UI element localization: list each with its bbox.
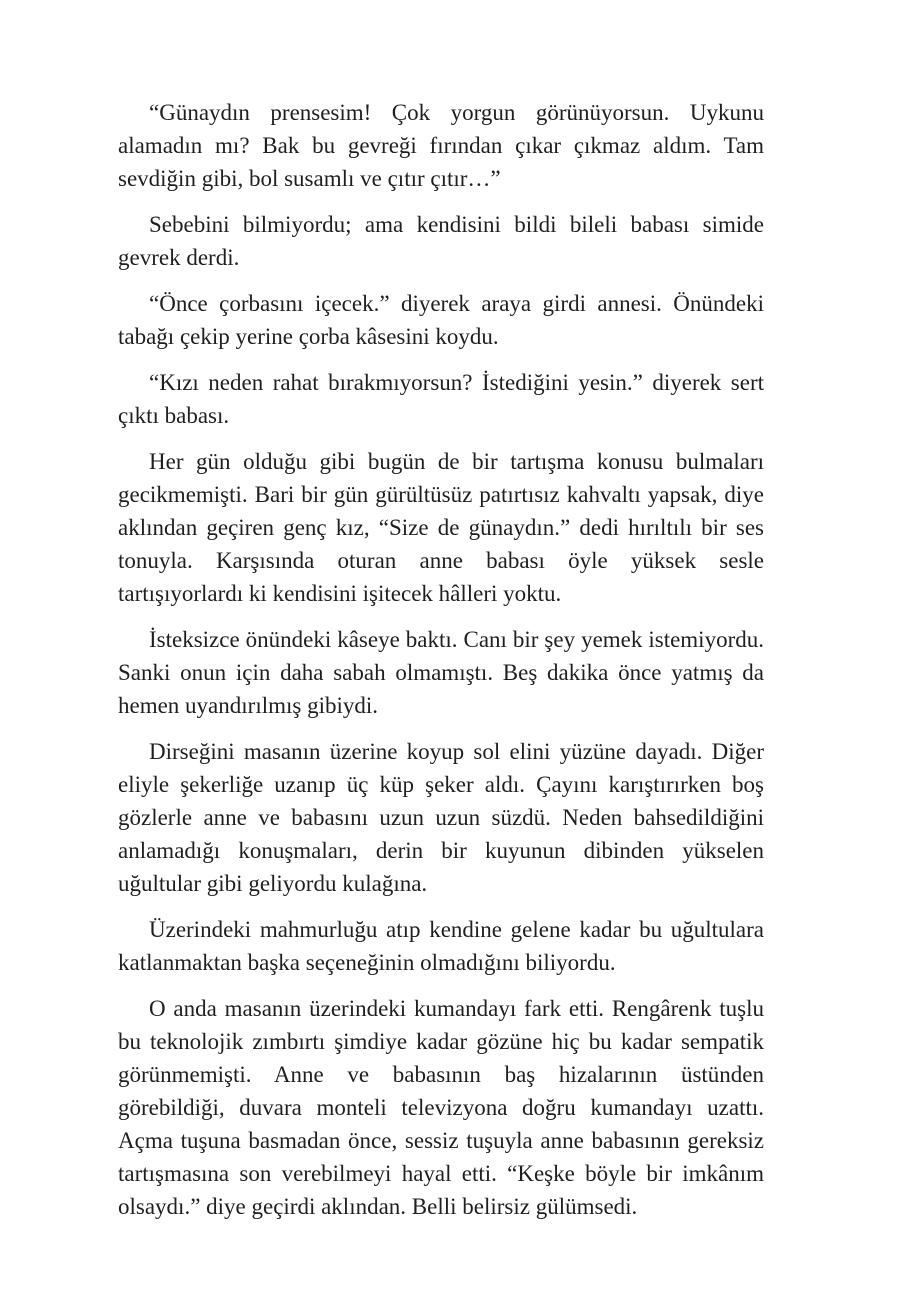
paragraph: “Günaydın prensesim! Çok yorgun görünüyorsun. Uykunu alamadın mı? Bak bu gevreği fırından çıkar çıkmaz aldım. Tam sevdiğin gibi, bol susamlı ve çıtır çıtır…” (118, 100, 764, 191)
paragraph: Her gün olduğu gibi bugün de bir tartışma konusu bulmaları gecikmemişti. Bari bir gün gürültüsüz patırtısız kahvaltı yapsak, diye aklından geçiren genç kız, “Size de günaydın.” dedi hırıltılı bir ses tonuyla. Karşısında oturan anne babası öyle yüksek sesle tartışıyorlardı ki kendisini işitecek hâlleri yoktu. (118, 449, 764, 606)
paragraph: “Önce çorbasını içecek.” diyerek araya girdi annesi. Önündeki tabağı çekip yerine çorba kâsesini koydu. (118, 291, 764, 349)
paragraph: “Kızı neden rahat bırakmıyorsun? İstediğini yesin.” diyerek sert çıktı babası. (118, 370, 764, 428)
paragraph: O anda masanın üzerindeki kumandayı fark etti. Rengârenk tuşlu bu teknolojik zımbırtı şimdiye kadar gözüne hiç bu kadar sempatik görünmemişti. Anne ve babasının baş hizalarının üstünden görebildiği, duvara monteli televizyona doğru kumandayı uzattı. Açma tuşuna basmadan önce, sessiz tuşuyla anne babasının gereksiz tartışmasına son verebilmeyi hayal etti. “Keşke böyle bir imkânım olsaydı.” diye geçirdi aklından. Belli belirsiz gülümsedi. (118, 996, 764, 1219)
paragraph: Üzerindeki mahmurluğu atıp kendine gelene kadar bu uğultulara katlanmaktan başka seçeneğinin olmadığını biliyordu. (118, 917, 764, 975)
paragraph: Dirseğini masanın üzerine koyup sol elini yüzüne dayadı. Diğer eliyle şekerliğe uzanıp üç küp şeker aldı. Çayını karıştırırken boş gözlerle anne ve babasını uzun uzun süzdü. Neden bahsedildiğini anlamadığı konuşmaları, derin bir kuyunun dibinden yükselen uğultular gibi geliyordu kulağına. (118, 739, 764, 896)
book-page-text (118, 96, 764, 1223)
paragraph: Sebebini bilmiyordu; ama kendisini bildi bileli babası simide gevrek derdi. (118, 212, 764, 270)
paragraph: İsteksizce önündeki kâseye baktı. Canı bir şey yemek istemiyordu. Sanki onun için daha sabah olmamıştı. Beş dakika önce yatmış da hemen uyandırılmış gibiydi. (118, 627, 764, 718)
